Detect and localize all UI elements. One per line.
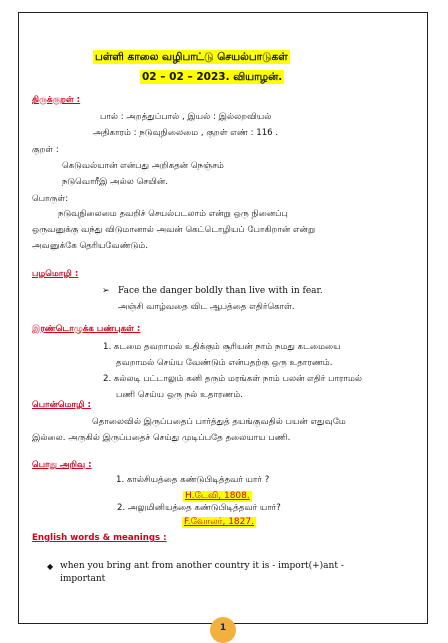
values-heading: இரண்டொழுக்க பண்புகள் : [32,324,141,334]
english-line-2: important [60,574,106,584]
golden-words-line-1: தொலைவில் இருப்பதைப் பார்த்துத் தயங்குவதில் பயன் எதுவுமே [92,417,346,427]
golden-words-line-2: இல்லை. அருகில் இருப்பதைச் செய்து முடிப்பதே தலையாய பணி. [32,433,291,443]
gk-answer-1: H.டேவி, 1808. [185,491,250,501]
meaning-line-2: ஒருவனுக்கு வந்து விடுமானால் அவன் கெட்டொழியப் போகிறான் என்று [32,225,316,235]
thirukkural-heading: திருக்குறள் : [32,95,81,105]
gk-question-2: 2. அலுமினியத்தை கண்டுபிடித்தவர் யார்? [117,503,281,513]
value-2-line-2: பணி செய்ய ஒரு நல் உதாரணம். [116,390,244,400]
kural-label: குறள் : [32,145,59,155]
page-number-badge: 1 [210,617,236,643]
kural-line-1: கெடுவல்யான் என்பது அறிகதன் நெஞ்சம் [62,161,224,171]
proverb-tamil: அஞ்சி வாழ்வதை விட ஆபத்தை எதிர்கொள். [118,302,295,312]
value-1-line-2: தவறாமல் செய்ய வேண்டும் என்பதற்கு ஒரு உதாரணம். [116,358,333,368]
value-2-line-1: 2. கல்லடி பட்டாலும் கனி தரும் மரங்கள் நாம் பலன் எதிர் பாராமல் [103,374,362,384]
arrow-bullet-icon: ➢ [102,286,110,296]
diamond-bullet-icon: ◆ [47,562,54,571]
golden-words-heading: பொன்மொழி : [32,400,91,410]
meaning-line-3: அவனுக்கே தெரியவேண்டும். [32,241,148,251]
proverb-english: Face the danger boldly than live with in fear. [118,286,323,296]
gk-answer-2: F.வோலர், 1827. [184,517,254,527]
value-1-line-1: 1. கடமை தவறாமல் உதிக்கும் சூரியன் நாம் நமது கடமையை [103,342,341,352]
english-heading: English words & meanings : [32,533,167,543]
english-line-1: when you bring ant from another country it is - import(+)ant - [60,561,344,571]
kural-meta-2: அதிகாரம் : நடுவுநிலைமை , குறள் எண் : 116 . [93,128,279,138]
proverb-heading: பழமொழி : [32,269,79,279]
title-line-2: 02 – 02 – 2023. வியாழன். [142,71,283,83]
gk-question-1: 1. கால்சியத்தை கண்டுபிடித்தவர் யார் ? [116,475,270,485]
meaning-label: பொருள்: [32,194,69,204]
meaning-line-1: நடுவுநிலைமை தவறிச் செயல்படலாம் என்று ஒரு நினைப்பு [58,209,288,219]
gk-heading: பொது அறிவு : [32,460,92,470]
title-line-1: பள்ளி காலை வழிபாட்டு செயல்பாடுகள் [95,51,288,63]
kural-meta-1: பால் : அறத்துப்பால் , இயல் : இல்லறவியல் [100,112,272,122]
kural-line-2: நடுவொரீஇ அல்ல செயின். [62,177,168,187]
